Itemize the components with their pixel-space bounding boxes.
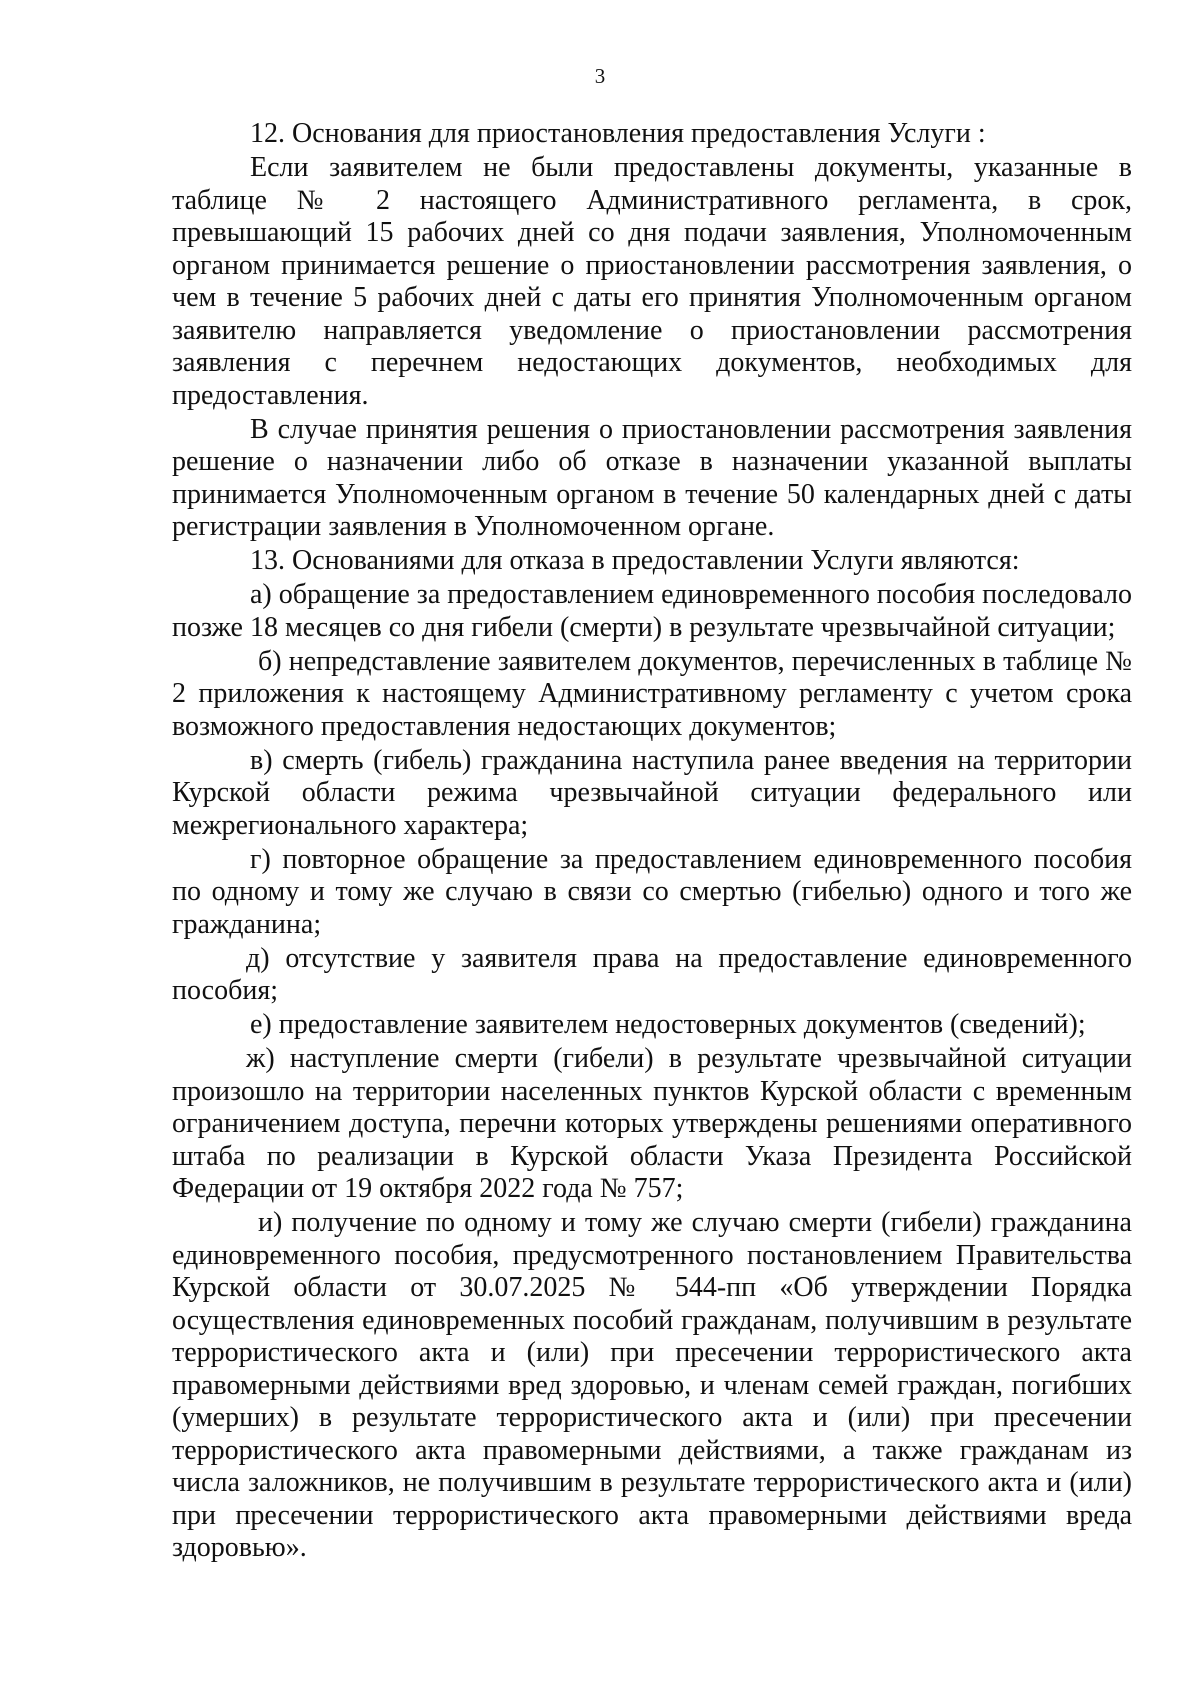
page-number: 3 [594, 64, 606, 88]
refusal-item-zh: ж) наступление смерти (гибели) в результате чрезвычайной ситуации произошло на территории населенных пунктов Курской области с временным ограничением доступа, перечни которых утверждены решениями оперативного штаба по реализации в Курской области Указа Президента Российской Федерации от 19 октября 2022 года № 757; [172, 1043, 1132, 1204]
section-13-heading: 13. Основаниями для отказа в предоставлении Услуги являются: [250, 545, 1020, 576]
refusal-item-i: и) получение по одному и тому же случаю смерти (гибели) гражданина единовременного пособия, предусмотренного постановлением Правительства Курской области от 30.07.2025 № 544-пп «Об утверждении Порядка осуществления единовременных пособий гражданам, получившим в результате террористического акта и (или) при пресечении террористического акта правомерными действиями вред здоровью, и членам семей граждан, погибших (умерших) в результате террористического акта и (или) при пресечении террористического акта правомерными действиями, а также гражданам из числа заложников, не получившим в результате террористического акта и (или) при пресечении террористического акта правомерными действиями вреда здоровью». [172, 1207, 1132, 1563]
section-12-heading: 12. Основания для приостановления предоставления Услуги : [250, 118, 986, 149]
section-12-paragraph-2: В случае принятия решения о приостановлении рассмотрения заявления решение о назначении либо об отказе в назначении указанной выплаты принимается Уполномоченным органом в течение 50 календарных дней с даты регистрации заявления в Уполномоченном органе. [172, 413, 1132, 542]
section-12-paragraph-1: Если заявителем не были предоставлены документы, указанные в таблице № 2 настоящего Административного регламента, в срок, превышающий 15 рабочих дней со дня подачи заявления, Уполномоченным органом принимается решение о приостановлении рассмотрения заявления, о чем в течение 5 рабочих дней с даты его принятия Уполномоченным органом заявителю направляется уведомление о приостановлении рассмотрения заявления с перечнем недостающих документов, необходимых для предоставления. [172, 152, 1132, 411]
refusal-item-b: б) непредставление заявителем документов, перечисленных в таблице № 2 приложения к настоящему Административному регламенту с учетом срока возможного предоставления недостающих документов; [172, 645, 1132, 742]
refusal-item-d: д) отсутствие у заявителя права на предоставление единовременного пособия; [172, 942, 1132, 1006]
refusal-item-a: а) обращение за предоставлением единовременного пособия последовало позже 18 месяцев со дня гибели (смерти) в результате чрезвычайной ситуации; [172, 579, 1133, 643]
refusal-item-g: г) повторное обращение за предоставлением единовременного пособия по одному и тому же случаю в связи со смертью (гибелью) одного и того же гражданина; [172, 843, 1132, 940]
document-body [172, 118, 1132, 1566]
refusal-item-e: е) предоставление заявителем недостоверных документов (сведений); [250, 1009, 1086, 1040]
refusal-item-v: в) смерть (гибель) гражданина наступила ранее введения на территории Курской области режима чрезвычайной ситуации федерального или межрегионального характера; [172, 744, 1132, 841]
